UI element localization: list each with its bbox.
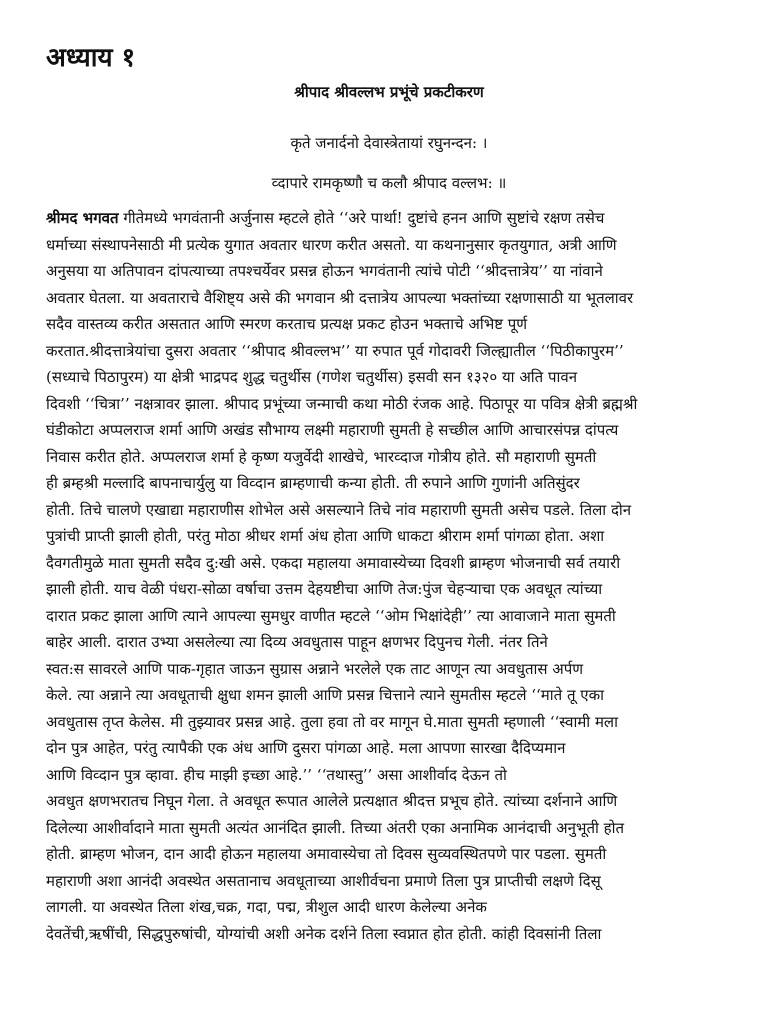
body-line: महाराणी अशा आनंदी अवस्थेत असतानाच अवधूताच्या आशीर्वचना प्रमाणे तिला पुत्र प्राप्तीची लक्षणे दिसू bbox=[46, 871, 601, 890]
body-line: धर्माच्या संस्थापनेसाठी मी प्रत्येक युगात अवतार धारण करीत असतो. या कथनानुसार कृतयुगात, अत्री आणि bbox=[46, 235, 617, 254]
body-text bbox=[46, 205, 726, 974]
body-line: लागली. या अवस्थेत तिला शंख,चक्र, गदा, पद्म, त्रीशुल आदी धारण केलेल्या अनेक bbox=[46, 898, 487, 916]
body-line: (सध्याचे पिठापुरम) या क्षेत्री भाद्रपद शुद्ध चतुर्थीस (गणेश चतुर्थीस) इसवी सन १३२० या अति पावन bbox=[46, 368, 578, 386]
body-line: केले. त्या अन्नाने त्या अवधूताची क्षुधा शमन झाली आणि प्रसन्न चित्ताने त्याने सुमतीस म्हटले ‘‘माते तू एका bbox=[46, 686, 604, 704]
body-line: दारात प्रकट झाला आणि त्याने आपल्या सुमधुर वाणीत म्हटले ‘‘ओम भिक्षांदेही’’ त्या आवाजाने माता सुमती bbox=[46, 606, 616, 625]
chapter-title: अध्याय १ bbox=[46, 43, 136, 73]
body-line: दिलेल्या आशीर्वादाने माता सुमती अत्यंत आनंदित झाली. तिच्या अंतरी एका अनामिक आनंदाची अनुभूती होत bbox=[46, 818, 625, 837]
body-line: अवधुतास तृप्त केलेस. मी तुझ्यावर प्रसन्न आहे. तुला हवा तो वर मागून घे.माता सुमती म्हणाली ‘‘स्वामी मला bbox=[46, 712, 618, 731]
body-line: अवतार घेतला. या अवताराचे वैशिष्ट्य असे की भगवान श्री दत्तात्रेय आपल्या भक्तांच्या रक्षणासाठी या भूतलावर bbox=[46, 288, 634, 307]
body-line: ही ब्रम्हश्री मल्लादि बापनाचार्युलु या विव्दान ब्राम्हणाची कन्या होती. ती रुपाने आणि गुणांनी अतिसुंदर bbox=[46, 474, 580, 492]
verse-line-2: व्दापारे रामकृष्णौ च कलौ श्रीपाद वल्लभ: ॥ bbox=[271, 174, 507, 192]
body-line: होती. तिचे चालणे एखाद्या महाराणीस शोभेल असे असल्याने तिचे नांव महाराणी सुमती असेच पडले. तिला दोन bbox=[46, 500, 632, 519]
body-line: होती. ब्राम्हण भोजन, दान आदी होऊन महालया अमावास्येचा तो दिवस सुव्यवस्थितपणे पार पडला. सुमती bbox=[46, 845, 607, 863]
body-line: अनुसया या अतिपावन दांपत्याच्या तपश्चर्येवर प्रसन्न होऊन भगवंतानी त्यांचे पोटी ‘‘श्रीदत्तात्रेय’’ या नांवाने bbox=[46, 262, 603, 280]
body-line: करतात.श्रीदत्तात्रेयांचा दुसरा अवतार ‘‘श्रीपाद श्रीवल्लभ’’ या रुपात पूर्व गोदावरी जिल्ह्यातील ‘‘पिठीकापुरम’’ bbox=[46, 341, 624, 360]
body-line: निवास करीत होते. अप्पलराज शर्मा हे कृष्ण यजुर्वेदी शाखेचे, भारव्दाज गोत्रीय होते. सौ महाराणी सुमती bbox=[46, 447, 597, 466]
body-line-text: गीतेमध्ये भगवंतानी अर्जुनास म्हटले होते ‘‘अरे पार्था! दुष्टांचे हनन आणि सुष्टांचे रक्षण तसेच bbox=[118, 209, 605, 227]
body-line: सदैव वास्तव्य करीत असतात आणि स्मरण करताच प्रत्यक्ष प्रकट होउन भक्ताचे अभिष्ट पूर्ण bbox=[46, 315, 528, 333]
verse-line-1: कृते जनार्दनो देवास्त्रेतायां रघुनन्दन: । bbox=[290, 134, 488, 152]
body-line: आणि विव्दान पुत्र व्हावा. हीच माझी इच्छा आहे.’’ ‘‘तथास्तु’’ असा आशीर्वाद देऊन तो bbox=[46, 765, 507, 784]
body-line: दोन पुत्र आहेत, परंतु त्यापैकी एक अंध आणि दुसरा पांगळा आहे. मला आपणा सारखा दैदिप्यमान bbox=[46, 739, 566, 757]
body-line: स्वत:स सावरले आणि पाक-गृहात जाऊन सुग्रास अन्नाने भरलेले एक ताट आणून त्या अवधुतास अर्पण bbox=[46, 659, 584, 678]
body-line bbox=[46, 947, 726, 974]
body-line: दैवगतीमुळे माता सुमती सदैव दु:खी असे. एकदा महालया अमावास्येच्या दिवशी ब्राम्हण भोजनाची सर्व तयारी bbox=[46, 553, 621, 572]
lead-bold-text: श्रीमद भगवत bbox=[46, 209, 119, 227]
body-line bbox=[46, 205, 726, 232]
body-line: झाली होती. याच वेळी पंधरा-सोळा वर्षाचा उत्तम देहयष्टीचा आणि तेज:पुंज चेहऱ्याचा एक अवधूत त्यांच्या bbox=[46, 580, 603, 598]
body-line: देवतेंची,ऋषींची, सिद्धपुरुषांची, योग्यांची अशी अनेक दर्शने तिला स्वप्नात होत होती. कांही दिवसांनी तिला bbox=[46, 924, 602, 943]
chapter-subtitle: श्रीपाद श्रीवल्लभ प्रभूंचे प्रकटीकरण bbox=[294, 83, 484, 101]
body-line: अवधुत क्षणभरातच निघून गेला. ते अवधूत रूपात आलेले प्रत्यक्षात श्रीदत्त प्रभूच होते. त्यांच्या दर्शनाने आणि bbox=[46, 792, 618, 810]
body-line: बाहेर आली. दारात उभ्या असलेल्या त्या दिव्य अवधुतास पाहून क्षणभर दिपुनच गेली. नंतर तिने bbox=[46, 633, 548, 651]
body-line: पुत्रांची प्राप्ती झाली होती, परंतु मोठा श्रीधर शर्मा अंध होता आणि धाकटा श्रीराम शर्मा पांगळा होता. अशा bbox=[46, 527, 605, 545]
body-line: दिवशी ‘‘चित्रा’’ नक्षत्रावर झाला. श्रीपाद प्रभूंच्या जन्माची कथा मोठी रंजक आहे. पिठापूर या पवित्र क्षेत्री ब्रह्मश्री bbox=[46, 394, 638, 413]
body-line: घंडीकोटा अप्पलराज शर्मा आणि अखंड सौभाग्य लक्ष्मी महाराणी सुमती हे सच्छील आणि आचारसंपन्न दांपत्य bbox=[46, 421, 619, 439]
